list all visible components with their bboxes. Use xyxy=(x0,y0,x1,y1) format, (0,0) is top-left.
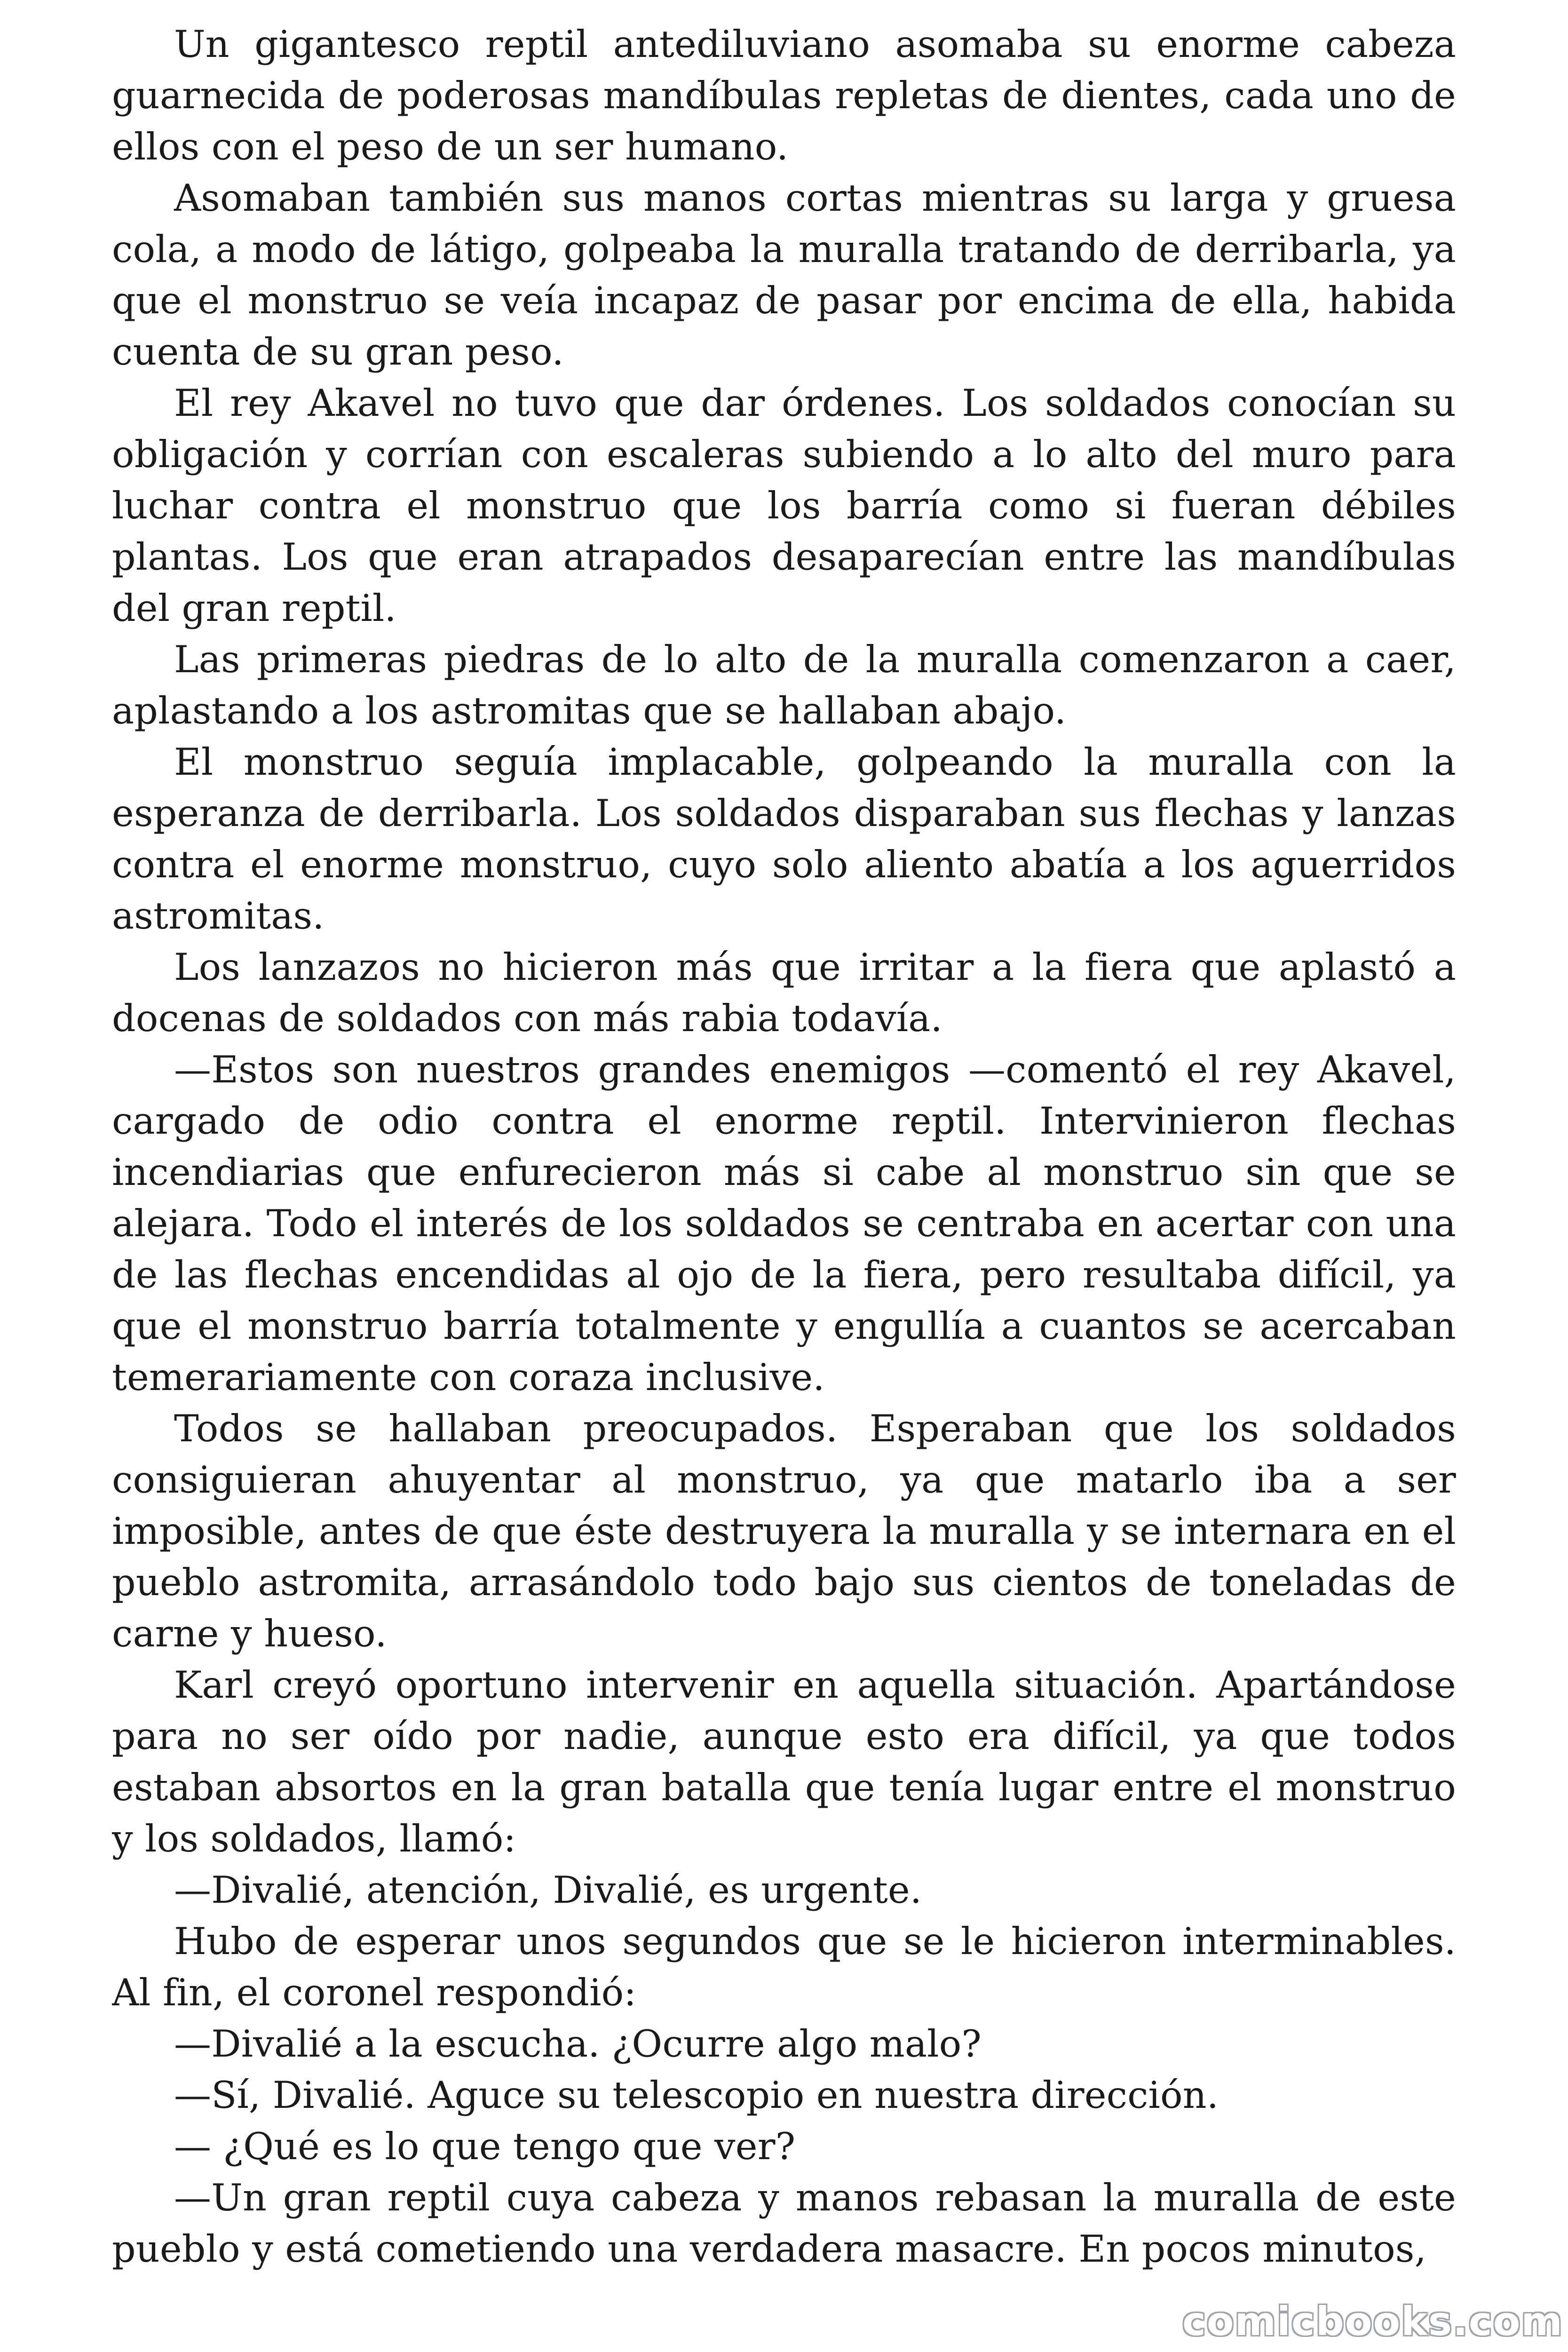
paragraph-1: Un gigantesco reptil antediluviano asomaba su enorme cabeza guarnecida de poderosas mandíbulas repletas de dientes, cada uno de ellos con el peso de un ser humano. xyxy=(112,23,1456,168)
paragraph-7: —Estos son nuestros grandes enemigos —comentó el rey Akavel, cargado de odio contra el enorme reptil. Intervinieron flechas incendiarias que enfurecieron más si cabe al monstruo sin que se alejara. Todo el interés de los soldados se centraba en acertar con una de las flechas encendidas al ojo de la fiera, pero resultaba difícil, ya que el monstruo barría totalmente y engullía a cuantos se acercaban temerariamente con coraza inclusive. xyxy=(112,1048,1456,1399)
paragraph-14: — ¿Qué es lo que tengo que ver? xyxy=(174,2125,796,2168)
paragraph-8: Todos se hallaban preocupados. Esperaban que los soldados consiguieran ahuyentar al monstruo, ya que matarlo iba a ser imposible, antes de que éste destruyera la muralla y se internara en el pueblo astromita, arrasándolo todo bajo sus cientos de toneladas de carne y hueso. xyxy=(112,1407,1456,1655)
paragraph-2: Asomaban también sus manos cortas mientras su larga y gruesa cola, a modo de látigo, golpeaba la muralla tratando de derribarla, ya que el monstruo se veía incapaz de pasar por encima de ella, habida cuenta de su gran peso. xyxy=(112,176,1456,373)
paragraph-3: El rey Akavel no tuvo que dar órdenes. Los soldados conocían su obligación y corrían con escaleras subiendo a lo alto del muro para luchar contra el monstruo que los barría como si fueran débiles plantas. Los que eran atrapados desaparecían entre las mandíbulas del gran reptil. xyxy=(112,381,1456,630)
paragraph-6: Los lanzazos no hicieron más que irritar a la fiera que aplastó a docenas de soldados con más rabia todavía. xyxy=(112,946,1456,1040)
text-page xyxy=(112,19,1456,2314)
paragraph-9: Karl creyó oportuno intervenir en aquella situación. Apartándose para no ser oído por nadie, aunque esto era difícil, ya que todos estaban absortos en la gran batalla que tenía lugar entre el monstruo y los soldados, llamó: xyxy=(112,1663,1456,1860)
paragraph-13: —Sí, Divalié. Aguce su telescopio en nuestra dirección. xyxy=(174,2074,1219,2117)
paragraph-11: Hubo de esperar unos segundos que se le hicieron interminables. Al fin, el coronel respondió: xyxy=(112,1920,1456,2014)
paragraph-10: —Divalié, atención, Divalié, es urgente. xyxy=(174,1868,922,1912)
paragraph-4: Las primeras piedras de lo alto de la muralla comenzaron a caer, aplastando a los astromitas que se hallaban abajo. xyxy=(112,638,1456,732)
paragraph-5: El monstruo seguía implacable, golpeando la muralla con la esperanza de derribarla. Los soldados disparaban sus flechas y lanzas contra el enorme monstruo, cuyo solo aliento abatía a los aguerridos astromitas. xyxy=(112,740,1456,938)
paragraph-12: —Divalié a la escucha. ¿Ocurre algo malo? xyxy=(174,2022,982,2066)
watermark: comicbooks.com xyxy=(1182,2298,1563,2344)
paragraph-15: —Un gran reptil cuya cabeza y manos rebasan la muralla de este pueblo y está cometiendo una verdadera masacre. En pocos minutos, xyxy=(112,2176,1456,2271)
